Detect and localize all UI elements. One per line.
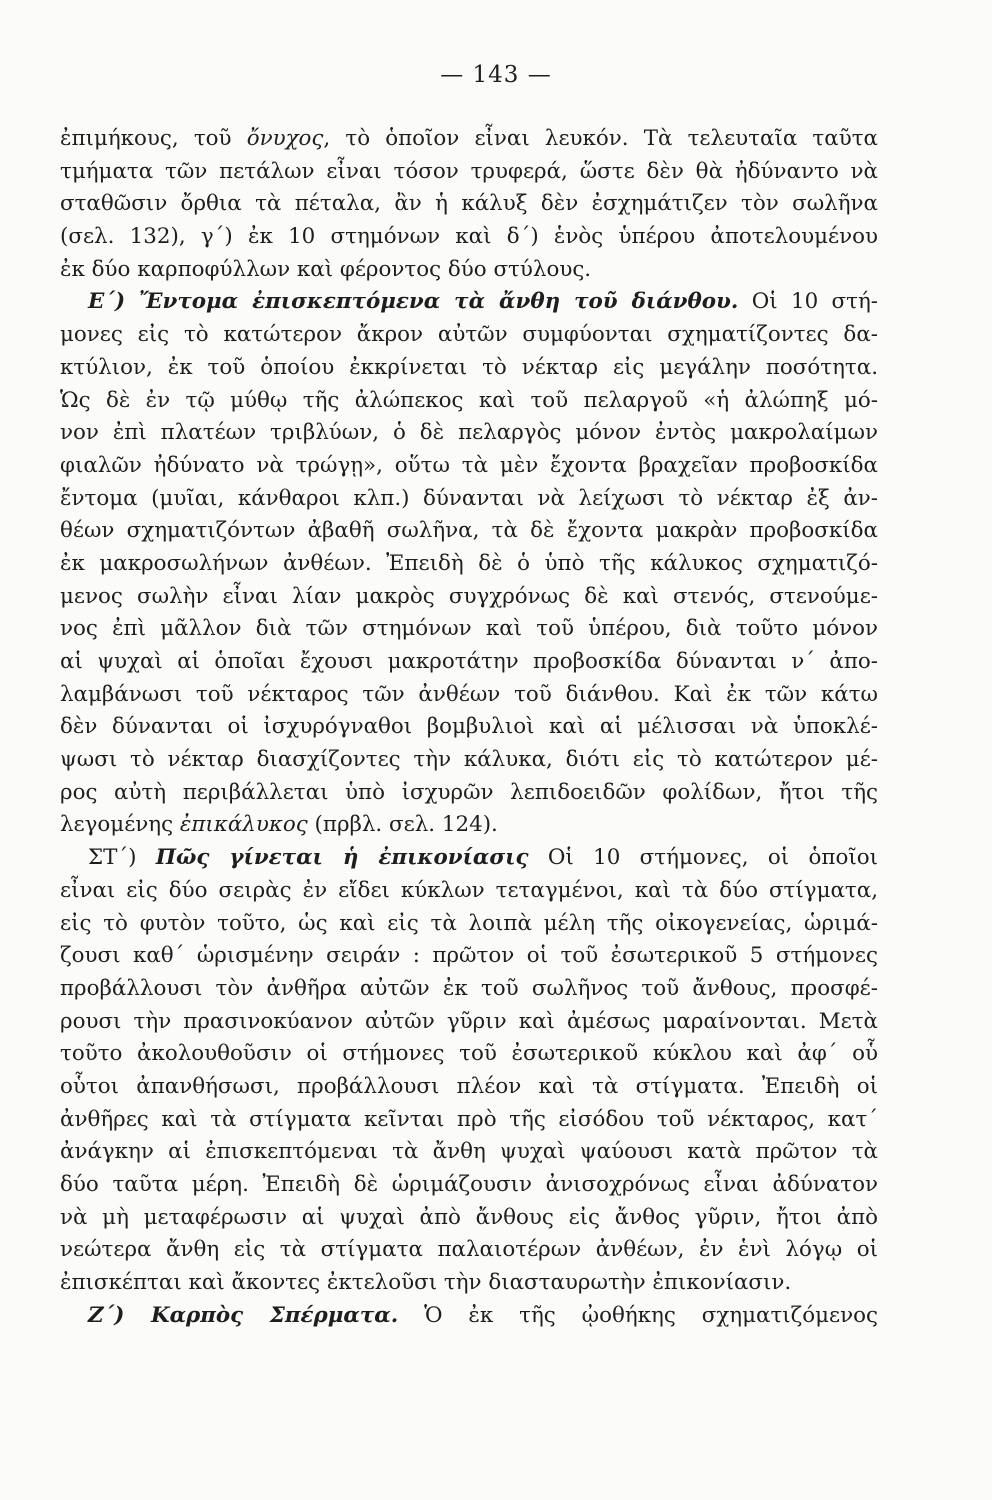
text-line: νον ἐπὶ πλατέων τριβλύων, ὁ δὲ πελαργὸς μόνον ἐντὸς μακρολαίμων <box>60 420 878 446</box>
section-heading-line <box>60 1300 878 1333</box>
text-segment: λεγομένης <box>60 812 180 838</box>
section-heading-line <box>60 286 878 319</box>
text-line: Ὡς δὲ ἐν τῷ μύθῳ τῆς ἀλώπεκος καὶ τοῦ πελαργοῦ «ἡ ἀλώπηξ μό- <box>60 387 878 413</box>
section-heading: Πῶς γίνεται ἡ ἐπικονίασις <box>155 845 529 871</box>
body-text <box>60 123 878 1332</box>
italic-term: ἐπικάλυκος <box>179 812 308 838</box>
text-line: ἐκ δύο καρποφύλλων καὶ φέροντος δύο στύλους. <box>60 256 592 282</box>
text-line: οὗτοι ἀπανθήσωσι, προβάλλουσι πλέον καὶ τὰ στίγματα. Ἐπειδὴ οἱ <box>60 1073 878 1099</box>
text-line: λαμβάνωσι τοῦ νέκταρος τῶν ἀνθέων τοῦ διάνθου. Καὶ ἐκ τῶν κάτω <box>60 681 878 707</box>
text-line: νὰ μὴ μεταφέρωσιν αἱ ψυχαὶ ἀπὸ ἄνθους εἰς ἄνθος γῦριν, ἤτοι ἀπὸ <box>60 1204 878 1230</box>
text-line: ρουσι τὴν πρασινοκύανον αὐτῶν γῦριν καὶ ἀμέσως μαραίνονται. Μετὰ <box>60 1008 878 1034</box>
text-segment: (πρβλ. σελ. 124). <box>307 812 498 838</box>
text-segment: ἐπιμήκους, τοῦ <box>60 126 247 151</box>
text-line: προβάλλουσι τὸν ἀνθῆρα αὐτῶν ἐκ τοῦ σωλῆνος τοῦ ἄνθους, προσφέ- <box>60 975 878 1001</box>
text-line: τμήματα τῶν πετάλων εἶναι τόσον τρυφερά, ὥστε δὲν θὰ ἠδύναντο νὰ <box>60 158 878 184</box>
text-line: ἔντομα (μυῖαι, κάνθαροι κλπ.) δύνανται νὰ λείχωσι τὸ νέκταρ ἐξ ἀν- <box>60 485 878 511</box>
text-line: ἐπισκέπται καὶ ἄκοντες ἐκτελοῦσι τὴν διασταυρωτὴν ἐπικονίασιν. <box>60 1270 792 1296</box>
text-line: κτύλιον, ἐκ τοῦ ὁποίου ἐκκρίνεται τὸ νέκταρ εἰς μεγάλην ποσότητα. <box>60 354 878 380</box>
text-line: θέων σχηματιζόντων ἀβαθῆ σωλῆνα, τὰ δὲ ἔχοντα μακρὰν προβοσκίδα <box>60 518 878 544</box>
text-line: νεώτερα ἄνθη εἰς τὰ στίγματα παλαιοτέρων ἀνθέων, ἐν ἑνὶ λόγῳ οἱ <box>60 1237 878 1263</box>
section-heading: Ε΄) Ἔντομα ἐπισκεπτόμενα τὰ ἄνθη τοῦ διάνθου. <box>88 289 739 315</box>
italic-term: ὄνυχος <box>246 126 324 151</box>
text-line: ψωσι τὸ νέκταρ διασχίζοντες τὴν κάλυκα, διότι εἰς τὸ κατώτερον μέ- <box>60 747 878 773</box>
text-line: αἱ ψυχαὶ αἱ ὁποῖαι ἔχουσι μακροτάτην προβοσκίδα δύνανται ν΄ ἀπο- <box>60 649 878 674</box>
text-segment: Οἱ 10 στή- <box>738 289 878 315</box>
text-line <box>60 123 878 156</box>
text-line: ζουσι καθ΄ ὡρισμένην σειράν : πρῶτον οἱ τοῦ ἐσωτερικοῦ 5 στήμονες <box>60 943 878 969</box>
text-line: εἰς τὸ φυτὸν τοῦτο, ὡς καὶ εἰς τὰ λοιπὰ μέλη τῆς οἰκογενείας, ὡριμά- <box>60 910 878 936</box>
text-line: δύο ταῦτα μέρη. Ἐπειδὴ δὲ ὡριμάζουσιν ἀνισοχρόνως εἶναι ἀδύνατον <box>60 1172 878 1197</box>
section-heading-line <box>60 842 878 875</box>
text-line: ἀνθῆρες καὶ τὰ στίγματα κεῖνται πρὸ τῆς εἰσόδου τοῦ νέκταρος, κατ΄ <box>60 1106 878 1132</box>
text-line: μενος σωλὴν εἶναι λίαν μακρὸς συγχρόνως δὲ καὶ στενός, στενούμε- <box>60 583 878 609</box>
section-number: ΣΤ΄) <box>88 845 156 871</box>
text-line: μονες εἰς τὸ κατώτερον ἄκρον αὐτῶν συμφύονται σχηματίζοντες δα- <box>60 322 878 348</box>
text-line: ἀνάγκην αἱ ἐπισκεπτόμεναι τὰ ἄνθη ψυχαὶ ψαύουσι κατὰ πρῶτον τὰ <box>60 1139 878 1165</box>
text-line: σταθῶσιν ὄρθια τὰ πέταλα, ἂν ἡ κάλυξ δὲν ἐσχημάτιζεν τὸν σωλῆνα <box>60 191 878 217</box>
text-line: ἐκ μακροσωλήνων ἀνθέων. Ἐπειδὴ δὲ ὁ ὑπὸ τῆς κάλυκος σχηματιζό- <box>60 550 878 576</box>
text-line: ρος αὐτὴ περιβάλλεται ὑπὸ ἰσχυρῶν λεπιδοειδῶν φολίδων, ἤτοι τῆς <box>60 779 878 805</box>
text-line: δὲν δύνανται οἱ ἰσχυρόγναθοι βομβυλιοὶ καὶ αἱ μέλισσαι νὰ ὑποκλέ- <box>60 714 878 740</box>
text-line: νος ἐπὶ μᾶλλον διὰ τῶν στημόνων καὶ τοῦ ὑπέρου, διὰ τοῦτο μόνον <box>60 616 878 642</box>
page-number: — 143 — <box>440 62 552 88</box>
text-line: (σελ. 132), γ΄) ἐκ 10 στημόνων καὶ δ΄) ἑνὸς ὑπέρου ἀποτελουμένου <box>60 224 878 250</box>
text-line: φιαλῶν ἠδύνατο νὰ τρώγῃ», οὕτω τὰ μὲν ἔχοντα βραχεῖαν προβοσκίδα <box>60 452 878 478</box>
text-segment: , τὸ ὁποῖον εἶναι λευκόν. Τὰ τελευταῖα ταῦτα <box>323 126 878 151</box>
section-heading: Ζ΄) Καρπὸς Σπέρματα. <box>88 1302 399 1328</box>
text-line: τοῦτο ἀκολουθοῦσιν οἱ στήμονες τοῦ ἐσωτερικοῦ κύκλου καὶ ἀφ΄ οὗ <box>60 1041 878 1067</box>
text-line: εἶναι εἰς δύο σειρὰς ἐν εἴδει κύκλων τεταγμένοι, καὶ τὰ δύο στίγματα, <box>60 877 878 903</box>
text-segment: Οἱ 10 στήμονες, οἱ ὁποῖοι <box>528 845 878 871</box>
text-line <box>60 809 878 842</box>
text-segment: Ὁ ἐκ τῆς ᾠοθήκης σχηματιζόμενος <box>398 1302 878 1328</box>
